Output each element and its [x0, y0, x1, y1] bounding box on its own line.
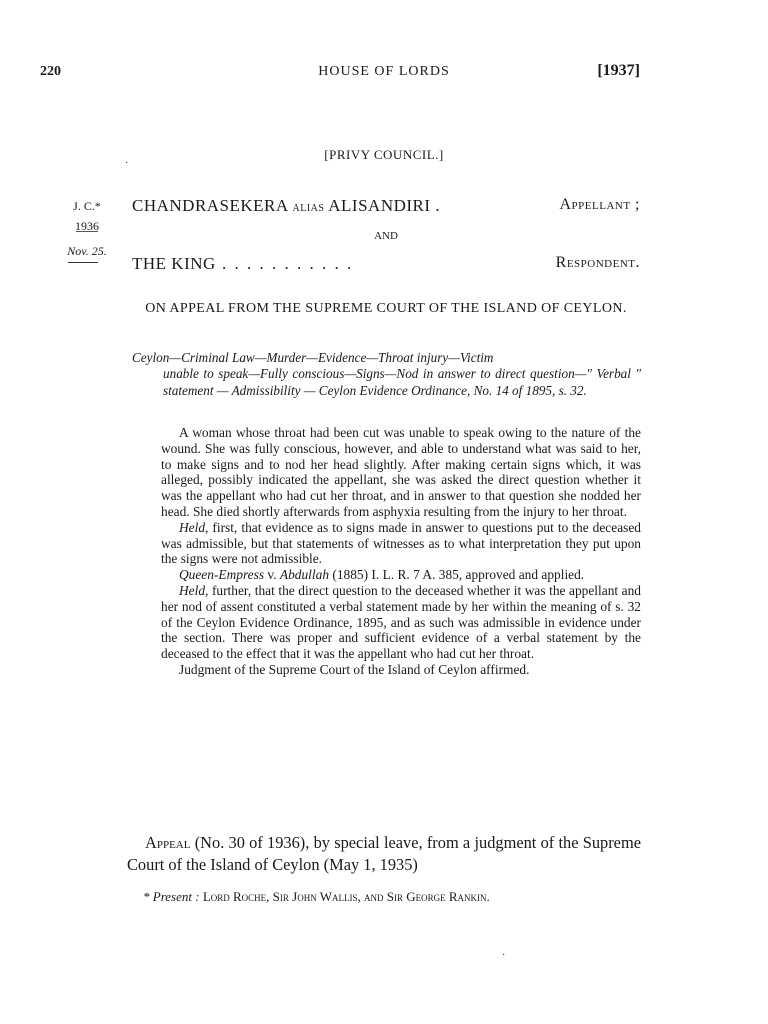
report-year: [1937] — [597, 62, 640, 79]
catchwords-first-line: Ceylon—Criminal Law—Murder—Evidence—Throat injury—Victim — [132, 350, 494, 365]
headnote — [161, 425, 641, 678]
margin-rule — [68, 262, 98, 263]
appeal-from-heading: ON APPEAL FROM THE SUPREME COURT OF THE ISLAND OF CEYLON. — [145, 301, 627, 316]
appellant-alias-name: ALISANDIRI — [324, 196, 431, 215]
present-footnote — [130, 888, 641, 905]
margin-jc: J. C.* — [73, 199, 101, 213]
catchwords — [132, 350, 641, 399]
case-name-1: Queen-Empress — [179, 567, 265, 583]
margin-year-rule — [76, 231, 98, 232]
case-name-2: Abdullah — [279, 567, 330, 583]
headnote-held-further: Held, further, that the direct question to the deceased whether it was the appellant and her nod of assent constituted a verbal statement made by her within the meaning of s. 32 of the Ceylon Evidence Ordinance, 1895, and as such was admissible in evidence under the section. There was proper and sufficient evidence of a verbal statement by the deceased to the effect that it was the appellant who had cut her throat. — [161, 582, 641, 662]
headnote-disposition: Judgment of the Supreme Court of the Island of Ceylon affirmed. — [179, 661, 530, 677]
court-heading: [PRIVY COUNCIL.] — [324, 147, 444, 162]
appellant-line — [132, 196, 640, 216]
appeal-paragraph: Appeal (No. 30 of 1936), by special leave, from a judgment of the Supreme Court of the Island of Ceylon (May 1, 1935) — [127, 833, 641, 874]
appellant-name: CHANDRASEKERA — [132, 196, 293, 215]
headnote-facts: A woman whose throat had been cut was unable to speak owing to the nature of the wound. She was fully conscious, however, and able to understand what was said to her, to make signs and to nod her head slightly. After making certain signs which, it was alleged, possibly indicated the appellant, she was asked the direct question whether it was the appellant who had cut her throat, and in answer to that question she nodded her head. She died shortly afterwards from asphyxia resulting from the injury to her throat. — [161, 425, 641, 519]
respondent-line — [132, 254, 640, 274]
headnote-case-cited: Queen-Empress v. Abdullah (1885) I. L. R. 7 A. 385, approved and applied. — [179, 567, 585, 583]
held-label: Held — [179, 519, 206, 535]
page-number: 220 — [40, 64, 61, 79]
margin-year: 1936 — [75, 219, 99, 233]
stray-dot: · — [125, 158, 129, 169]
margin-date: Nov. 25. — [67, 244, 107, 258]
present-judges: Lord Roche, Sir John Wallis, and Sir George Rankin. — [199, 889, 490, 904]
appellant-role: Appellant ; — [559, 196, 640, 213]
headnote-held-first: Held, first, that evidence as to signs made in answer to questions put to the deceased was admissible, but that statements of witnesses as to what interpretation they put upon the signs were not admissible. — [161, 519, 641, 567]
appellant-leader: . — [430, 196, 441, 215]
and-word: AND — [374, 230, 398, 242]
respondent-role: Respondent. — [555, 254, 640, 271]
stray-dot: · — [502, 950, 506, 961]
present-label: * Present : — [143, 889, 200, 904]
running-title: HOUSE OF LORDS — [318, 64, 450, 79]
held-label: Held — [179, 582, 206, 598]
respondent-name: THE KING — [132, 254, 216, 273]
appeal-lead-word: Appeal — [145, 833, 191, 852]
respondent-leader: . . . . . . . . . . . — [215, 254, 354, 273]
catchwords-rest: unable to speak—Fully conscious—Signs—Nod in answer to direct question—" Verbal " statement — Admissibility — Ceylon Evidence Ordinance, No. 14 of 1895, s. 32. — [163, 366, 641, 398]
alias-word: alias — [292, 200, 325, 215]
